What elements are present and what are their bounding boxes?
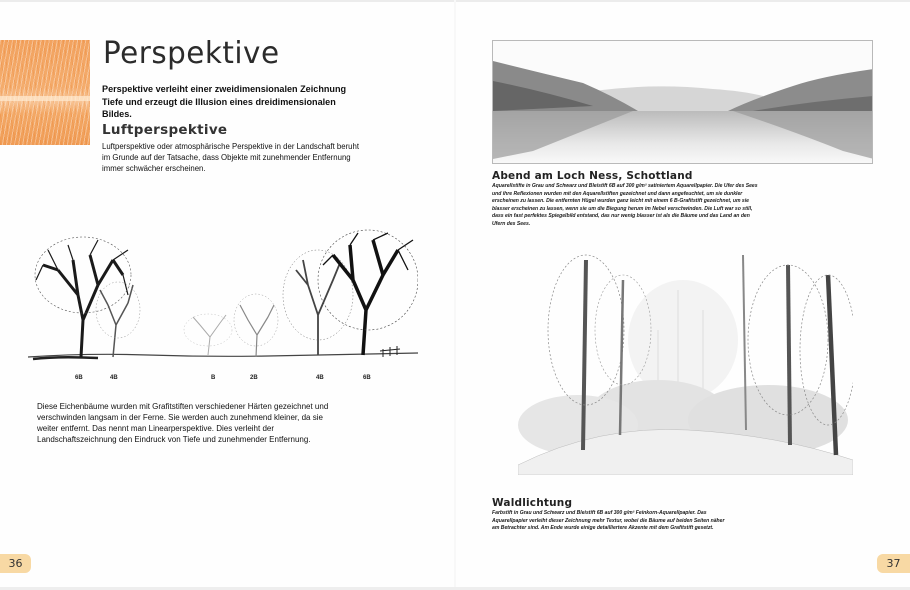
tree-label-6b: 6B <box>363 375 371 381</box>
oak-trees-illustration <box>28 225 418 370</box>
chapter-decoration-image <box>0 40 90 145</box>
tree-label-b: B <box>211 375 216 381</box>
loch-ness-drawing <box>492 40 873 164</box>
book-spine <box>454 0 456 590</box>
trees-caption: Diese Eichenbäume wurden mit Grafitstiften verschiedener Härten gezeichnet und verschwinden langsam in der Ferne. Sie werden auch zunehmend kleiner, da sie weiter entfernt. Das nennt man Linearperspektive. Dies verleiht der Landschaftszeichnung den Eindruck von Tiefe und zunehmender Entfernung. <box>37 402 329 444</box>
tree-label-4b: 4B <box>316 375 324 381</box>
tree-label-2b: 2B <box>250 375 258 381</box>
intro-text: Perspektive verleiht einer zweidimensionalen Zeichnung Tiefe und erzeugt die Illusion eines dreidimensionalen Bildes. <box>102 84 347 119</box>
section-body-text: Luftperspektive oder atmosphärische Perspektive in der Landschaft beruht im Grunde auf der Tatsache, dass Objekte mit zunehmender Entfernung immer schwächer erscheinen. <box>102 142 360 173</box>
page-number-left: 36 <box>0 554 31 573</box>
page-number-right: 37 <box>877 554 910 573</box>
loch-ness-caption: Aquarellstifte in Grau und Schwarz und Bleistift 6B auf 300 g/m² satiniertem Aquarellpapier. Die Ufer des Sees und ihre Reflexionen wurden mit den Aquarellstiften gezeichnet und dann angefeuchtet, um sie dunkler erscheinen zu lassen. Die entfernten Hügel wurden ganz leicht mit einem 6 B-Grafitstift gezeichnet, um sie blasser erscheinen zu lassen, wenn sie um die Biegung herum im Nebel verschwinden. Die Luft war so still, dass ein fast perfektes Spiegelbild entstand, das nur wenig blasser ist als die Bäume und das Land an den Ufern des Sees. <box>492 183 758 227</box>
tree-label-4b: 4B <box>110 375 118 381</box>
forest-clearing-drawing <box>518 250 853 475</box>
tree-label-6b: 6B <box>75 375 83 381</box>
section-heading: Luftperspektive <box>102 122 228 138</box>
page-title: Perspektive <box>103 36 280 71</box>
loch-ness-title: Abend am Loch Ness, Schottland <box>492 170 693 182</box>
forest-clearing-caption: Farbstift in Grau und Schwarz und Bleistift 6B auf 300 g/m² Feinkorn-Aquarellpapier. Das Aquarellpapier verleiht dieser Zeichnung mehr Textur, wobei die Bäume auf beiden Seiten näher am Betrachter sind. Am Ende wurde einige detailliertere Akzente mit dem Grafitstift gesetzt. <box>492 510 725 531</box>
forest-clearing-title: Waldlichtung <box>492 497 573 509</box>
